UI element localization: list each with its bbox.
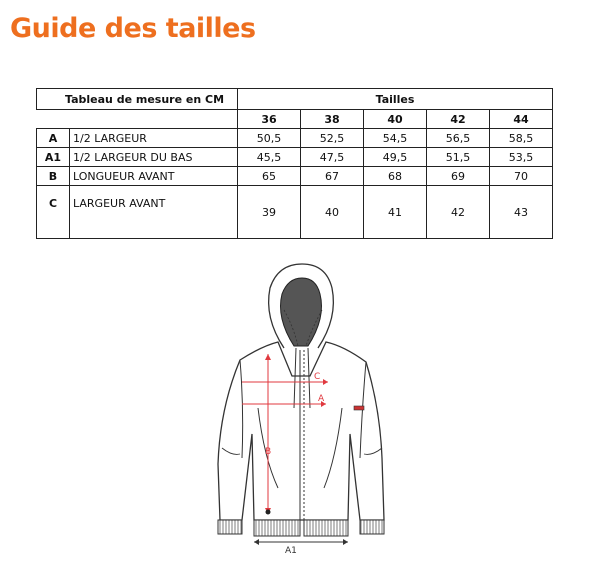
table-cell: 53,5 (490, 148, 553, 167)
table-row (37, 129, 553, 148)
row-label: LARGEUR AVANT (70, 186, 238, 239)
table-header-label: Tableau de mesure en CM (37, 89, 238, 110)
table-cell: 69 (427, 167, 490, 186)
table-cell: 65 (238, 167, 301, 186)
table-cell: 39 (238, 186, 301, 239)
row-code: C (37, 186, 70, 239)
table-cell: 47,5 (301, 148, 364, 167)
table-cell: 54,5 (364, 129, 427, 148)
table-cell: 58,5 (490, 129, 553, 148)
waistband (254, 520, 300, 536)
table-cell: 41 (364, 186, 427, 239)
cuff-right (360, 520, 384, 534)
size-table (36, 88, 553, 239)
row-code: A1 (37, 148, 70, 167)
table-row (37, 167, 553, 186)
measure-label-a: A (318, 394, 325, 404)
size-header: 44 (490, 110, 553, 129)
table-cell: 42 (427, 186, 490, 239)
table-cell: 40 (301, 186, 364, 239)
table-cell: 51,5 (427, 148, 490, 167)
jacket-diagram (198, 258, 408, 558)
size-header: 38 (301, 110, 364, 129)
table-cell: 43 (490, 186, 553, 239)
measure-label-a1: A1 (285, 546, 297, 556)
size-header: 36 (238, 110, 301, 129)
size-header: 40 (364, 110, 427, 129)
measure-label-c: C (314, 372, 321, 382)
row-label: 1/2 LARGEUR (70, 129, 238, 148)
waistband (304, 520, 348, 536)
table-cell: 68 (364, 167, 427, 186)
table-row (37, 148, 553, 167)
table-cell: 70 (490, 167, 553, 186)
cuff-left (218, 520, 242, 534)
table-cell: 49,5 (364, 148, 427, 167)
row-code: A (37, 129, 70, 148)
table-cell: 52,5 (301, 129, 364, 148)
table-cell: 45,5 (238, 148, 301, 167)
table-row (37, 186, 553, 239)
row-label: 1/2 LARGEUR DU BAS (70, 148, 238, 167)
row-code: B (37, 167, 70, 186)
table-header-row (37, 89, 553, 110)
size-header: 42 (427, 110, 490, 129)
sizes-row (37, 110, 553, 129)
table-cell: 56,5 (427, 129, 490, 148)
measure-label-b: B (265, 447, 272, 457)
table-cell: 67 (301, 167, 364, 186)
sizes-header: Tailles (238, 89, 553, 110)
page-title: Guide des tailles (10, 13, 256, 44)
row-label: LONGUEUR AVANT (70, 167, 238, 186)
table-cell: 50,5 (238, 129, 301, 148)
